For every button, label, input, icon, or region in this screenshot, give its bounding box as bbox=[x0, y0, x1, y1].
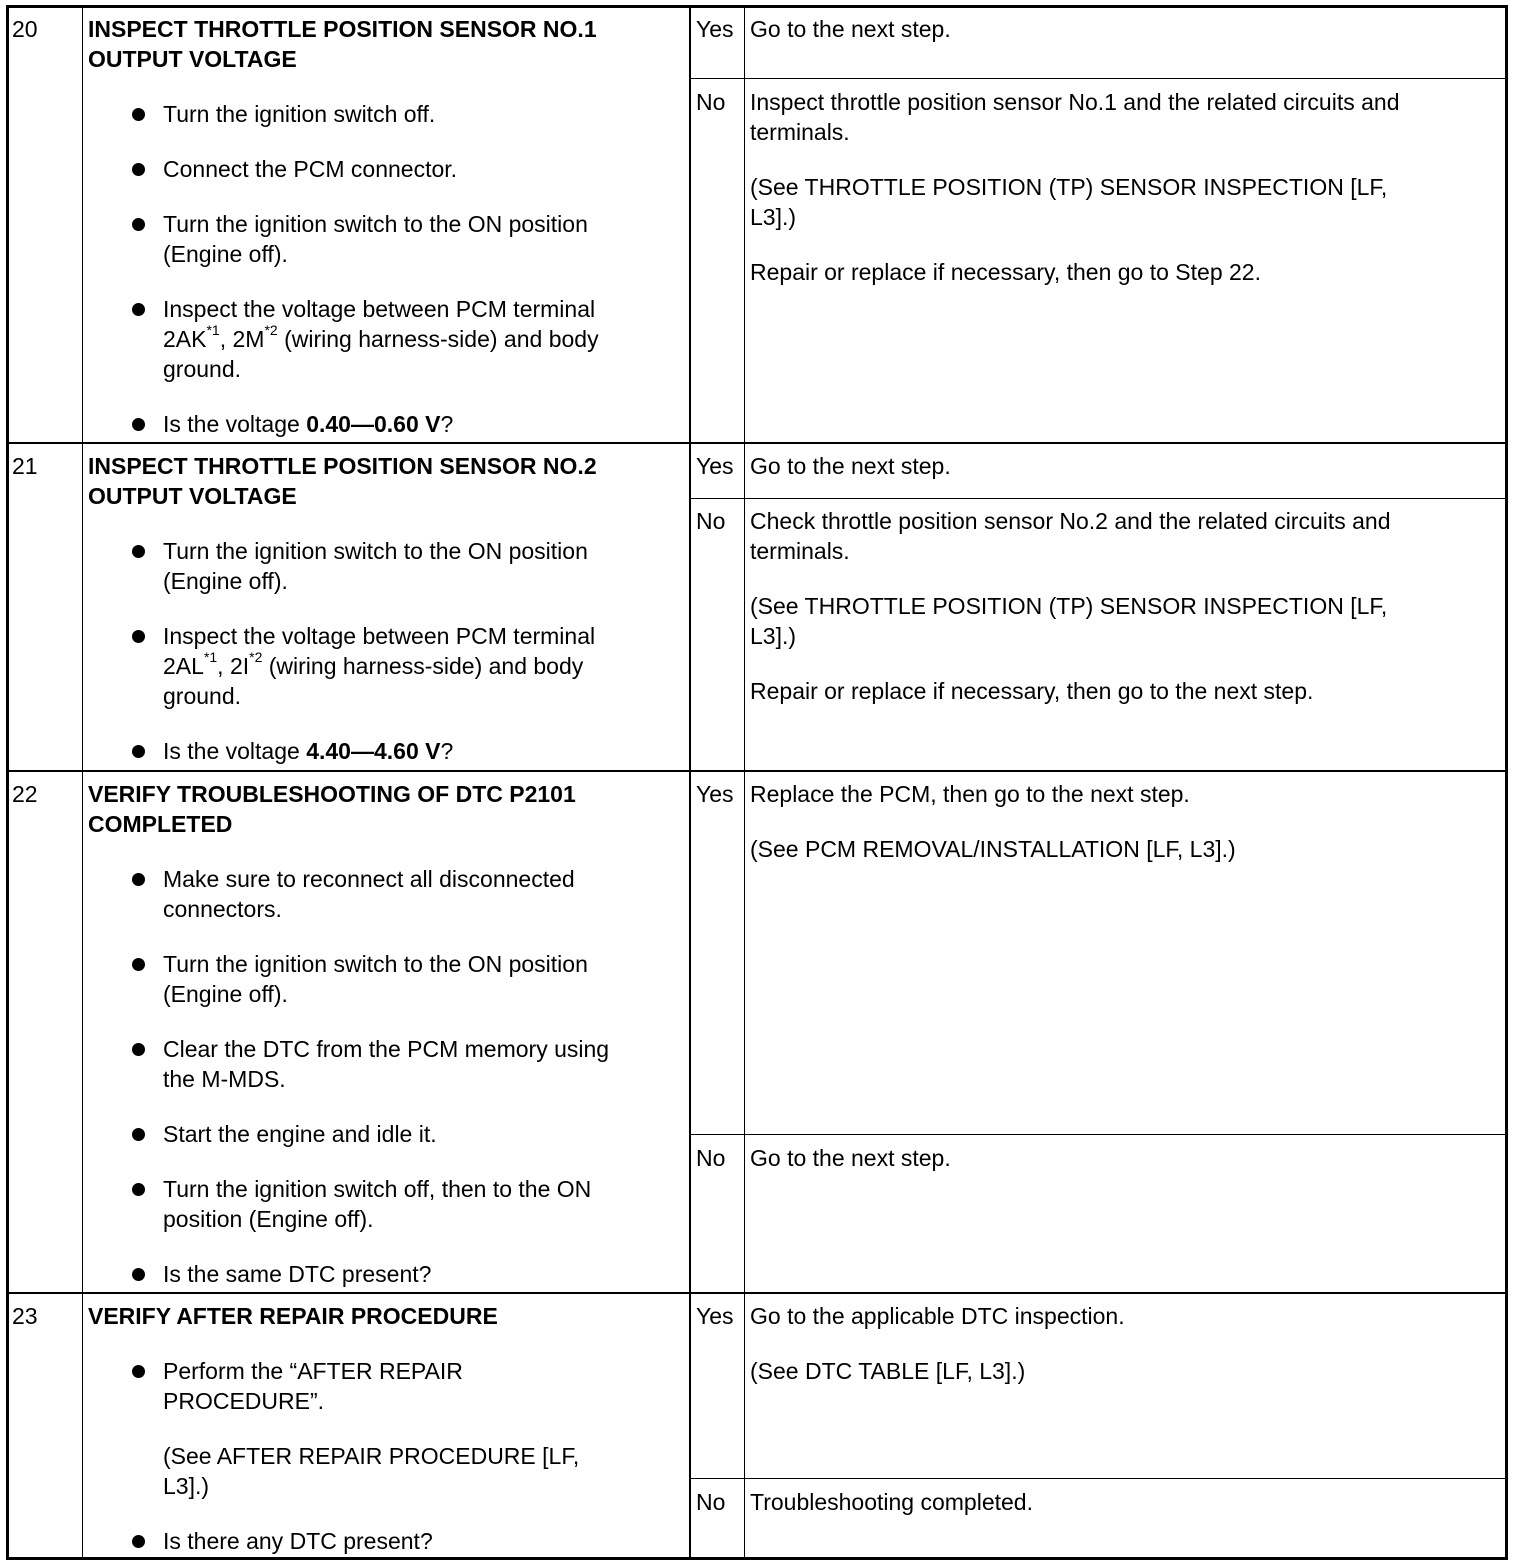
bullet-icon bbox=[132, 303, 145, 316]
yes-text: Replace the PCM, then go to the next step. bbox=[750, 781, 1190, 807]
bullet-icon bbox=[132, 218, 145, 231]
list-item: Start the engine and idle it. bbox=[163, 1121, 437, 1147]
bullet-icon bbox=[132, 630, 145, 643]
list-item: the M-MDS. bbox=[163, 1066, 286, 1092]
list-item: Is the voltage 4.40—4.60 V? bbox=[163, 738, 454, 764]
list-item: Turn the ignition switch off. bbox=[163, 101, 436, 127]
no-text: Go to the next step. bbox=[750, 1145, 951, 1171]
no-text: L3].) bbox=[750, 204, 797, 230]
bullet-icon bbox=[132, 545, 145, 558]
no-text: L3].) bbox=[750, 623, 797, 649]
bullet-icon bbox=[132, 1365, 145, 1378]
list-item: (See AFTER REPAIR PROCEDURE [LF, bbox=[163, 1443, 580, 1469]
yes-text: Go to the next step. bbox=[750, 453, 951, 479]
list-item: (Engine off). bbox=[163, 981, 288, 1007]
list-item: ground. bbox=[163, 683, 242, 709]
list-item: PROCEDURE”. bbox=[163, 1388, 325, 1414]
list-item: 2AL$^{*1}$, $2I^{*2}$ (wiring harness-side) and body bbox=[163, 649, 584, 679]
list-item: Connect the PCM connector. bbox=[163, 156, 458, 182]
list-item: L3].) bbox=[163, 1473, 210, 1499]
bullet-icon bbox=[132, 108, 145, 121]
border-top bbox=[6, 5, 1508, 8]
yes-text: (See DTC TABLE [LF, L3].) bbox=[750, 1358, 1026, 1384]
list-item: (Engine off). bbox=[163, 241, 288, 267]
list-item: Make sure to reconnect all disconnected bbox=[163, 866, 575, 892]
no-text: Check throttle position sensor No.2 and the related circuits and bbox=[750, 508, 1391, 534]
yesno-divider-22 bbox=[689, 1134, 1508, 1135]
step-title: INSPECT THROTTLE POSITION SENSOR NO.2 bbox=[88, 453, 597, 479]
no-text: Troubleshooting completed. bbox=[750, 1489, 1033, 1515]
yes-label: Yes bbox=[696, 453, 734, 479]
no-text: terminals. bbox=[750, 538, 850, 564]
no-text: Repair or replace if necessary, then go to the next step. bbox=[750, 678, 1314, 704]
list-item: Clear the DTC from the PCM memory using bbox=[163, 1036, 610, 1062]
bullet-icon bbox=[132, 1268, 145, 1281]
col-divider-step bbox=[82, 5, 83, 1560]
border-bottom bbox=[6, 1557, 1508, 1560]
step-title: VERIFY TROUBLESHOOTING OF DTC P2101 bbox=[88, 781, 576, 807]
step-title: OUTPUT VOLTAGE bbox=[88, 46, 297, 72]
list-item: Turn the ignition switch to the ON position bbox=[163, 951, 588, 977]
no-text: (See THROTTLE POSITION (TP) SENSOR INSPECTION [LF, bbox=[750, 174, 1388, 200]
no-text: Inspect throttle position sensor No.1 and the related circuits and bbox=[750, 89, 1400, 115]
border-left bbox=[6, 5, 9, 1560]
bullet-icon bbox=[132, 873, 145, 886]
no-label: No bbox=[696, 1145, 726, 1171]
step-number: 23 bbox=[12, 1303, 38, 1329]
list-item: 2AK$^{*1}$, $2M^{*2}$ (wiring harness-side) and body bbox=[163, 322, 599, 352]
row-divider-22 bbox=[6, 770, 1508, 772]
col-divider-result bbox=[744, 5, 745, 1560]
yes-text: Go to the applicable DTC inspection. bbox=[750, 1303, 1125, 1329]
no-text: Repair or replace if necessary, then go to Step 22. bbox=[750, 259, 1261, 285]
step-number: 20 bbox=[12, 16, 38, 42]
step-title: VERIFY AFTER REPAIR PROCEDURE bbox=[88, 1303, 498, 1329]
bullet-icon bbox=[132, 745, 145, 758]
bullet-icon bbox=[132, 1043, 145, 1056]
col-divider-action bbox=[689, 5, 691, 1560]
no-text: (See THROTTLE POSITION (TP) SENSOR INSPECTION [LF, bbox=[750, 593, 1388, 619]
yes-text: Go to the next step. bbox=[750, 16, 951, 42]
yes-label: Yes bbox=[696, 16, 734, 42]
no-text: terminals. bbox=[750, 119, 850, 145]
yes-label: Yes bbox=[696, 781, 734, 807]
bullet-icon bbox=[132, 1183, 145, 1196]
list-item: connectors. bbox=[163, 896, 282, 922]
list-item: Inspect the voltage between PCM terminal bbox=[163, 623, 596, 649]
bullet-icon bbox=[132, 958, 145, 971]
list-item: Perform the “AFTER REPAIR bbox=[163, 1358, 463, 1384]
row-divider-21 bbox=[6, 442, 1508, 444]
row-divider-23 bbox=[6, 1292, 1508, 1294]
bullet-icon bbox=[132, 163, 145, 176]
step-title: INSPECT THROTTLE POSITION SENSOR NO.1 bbox=[88, 16, 597, 42]
no-label: No bbox=[696, 89, 726, 115]
yes-label: Yes bbox=[696, 1303, 734, 1329]
bullet-icon bbox=[132, 418, 145, 431]
step-title: OUTPUT VOLTAGE bbox=[88, 483, 297, 509]
list-item: ground. bbox=[163, 356, 242, 382]
list-item: Turn the ignition switch to the ON position bbox=[163, 538, 588, 564]
yes-text: (See PCM REMOVAL/INSTALLATION [LF, L3].) bbox=[750, 836, 1236, 862]
list-item: Turn the ignition switch off, then to the ON bbox=[163, 1176, 592, 1202]
list-item: (Engine off). bbox=[163, 568, 288, 594]
no-label: No bbox=[696, 508, 726, 534]
bullet-icon bbox=[132, 1128, 145, 1141]
yesno-divider-23 bbox=[689, 1478, 1508, 1479]
yesno-divider-21 bbox=[689, 498, 1508, 499]
list-item: Turn the ignition switch to the ON position bbox=[163, 211, 588, 237]
no-label: No bbox=[696, 1489, 726, 1515]
step-number: 21 bbox=[12, 453, 38, 479]
step-number: 22 bbox=[12, 781, 38, 807]
border-right bbox=[1505, 5, 1508, 1560]
list-item: position (Engine off). bbox=[163, 1206, 374, 1232]
list-item: Is there any DTC present? bbox=[163, 1528, 433, 1554]
list-item: Is the same DTC present? bbox=[163, 1261, 432, 1287]
step-title: COMPLETED bbox=[88, 811, 233, 837]
yesno-divider-20 bbox=[689, 78, 1508, 79]
list-item: Inspect the voltage between PCM terminal bbox=[163, 296, 596, 322]
bullet-icon bbox=[132, 1535, 145, 1548]
list-item: Is the voltage 0.40—0.60 V? bbox=[163, 411, 454, 437]
